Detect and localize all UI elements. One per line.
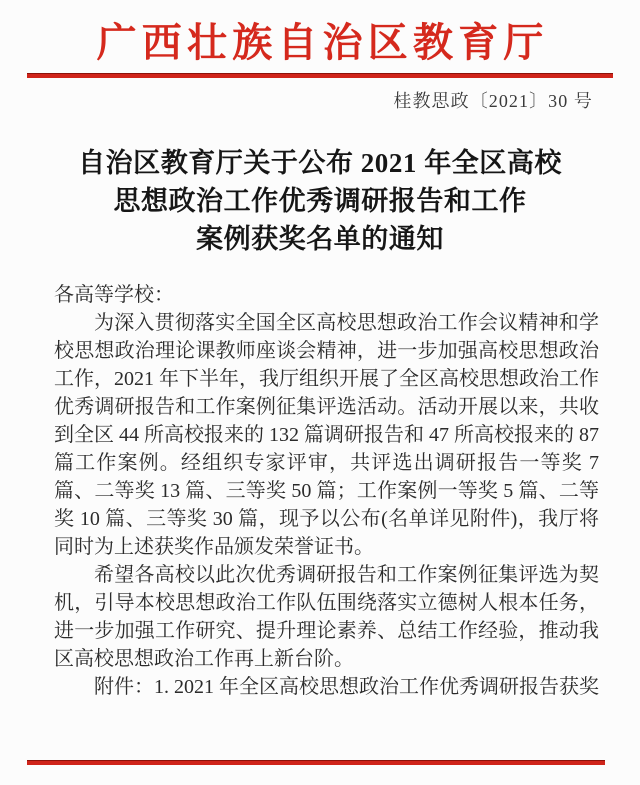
attachment-item-1: 1. 2021 年全区高校思想政治工作优秀调研报告获奖 — [154, 676, 599, 698]
footer-divider-line — [27, 760, 605, 765]
salutation: 各高等学校： — [54, 284, 174, 306]
document-title — [30, 144, 610, 258]
paragraph-2: 希望各高校以此次优秀调研报告和工作案例征集评选为契机，引导本校思想政治工作队伍围绕落实立德树人根本任务，进一步加强工作研究、提升理论素养、总结工作经验，推动我区高校思想政治工作再上新台阶。 — [54, 564, 599, 670]
attachment-line — [54, 673, 599, 701]
title-line-3: 案例获奖名单的通知 — [196, 224, 444, 254]
title-line-2: 思想政治工作优秀调研报告和工作 — [113, 186, 527, 216]
agency-name: 广西壮族自治区教育厅 — [96, 20, 549, 65]
attachment-label: 附件： — [94, 676, 154, 698]
doc-number: 桂教思政〔2021〕30 号 — [393, 91, 593, 111]
paragraph-1: 为深入贯彻落实全国全区高校思想政治工作会议精神和学校思想政治理论课教师座谈会精神，进一步加强高校思想政治工作，2021 年下半年，我厅组织开展了全区高校思想政治工作优秀调研报告和工作案例征集评选活动。活动开展以来，共收到全区 44 所高校报来的 132 篇调研报告和 47 所高校报来的 87 篇工作案例。经组织专家评审，共评选出调研报告一等奖 7 篇、二等奖 13 篇、三等奖 50 篇；工作案例一等奖 5 篇、二等奖 10 篇、三等奖 30 篇，现予以公布(名单详见附件)，我厅将同时为上述获奖作品颁发荣誉证书。 — [54, 312, 599, 558]
header-divider-line — [27, 73, 613, 78]
letterhead — [0, 20, 640, 112]
document-body — [54, 281, 599, 701]
title-line-1: 自治区教育厅关于公布 2021 年全区高校 — [78, 148, 562, 178]
